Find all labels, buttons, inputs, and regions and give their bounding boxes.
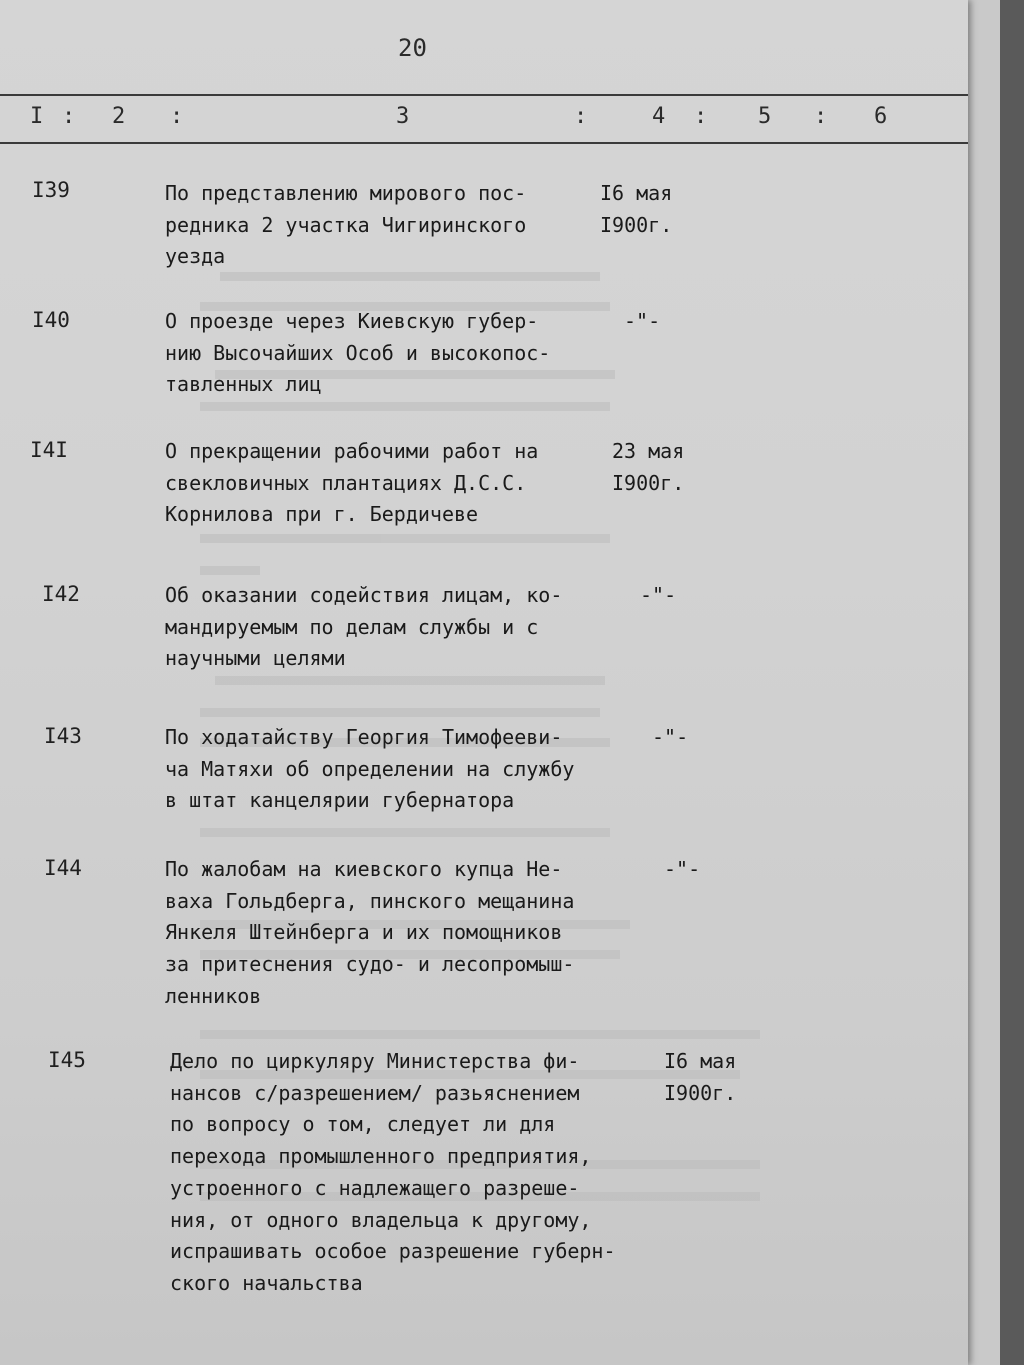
- entry-date-line: I900г.: [600, 212, 673, 237]
- entry-title-line: ского начальства: [170, 1270, 363, 1295]
- entry-title-line: Дело по циркуляру Министерства фи-: [170, 1049, 580, 1073]
- entry-date: [600, 178, 672, 241]
- column-separator: :: [574, 104, 588, 129]
- entry-title-line: по вопросу о том, следует ли для: [170, 1112, 556, 1137]
- entry-title-line: ленников: [165, 983, 262, 1008]
- column-separator: :: [62, 104, 76, 129]
- entry-title-line: в штат канцелярии губернатора: [165, 788, 515, 813]
- entry-title-line: перехода промышленного предприятия,: [170, 1144, 592, 1169]
- column-header-4: 4: [652, 104, 666, 129]
- entry-title-line: О прекращении рабочими работ на: [165, 439, 539, 463]
- entry-date-line: -"-: [664, 857, 701, 881]
- entry-number: I44: [44, 856, 82, 880]
- entry-number: I43: [44, 724, 82, 748]
- entry-title-line: нию Высочайших Особ и высокопос-: [165, 340, 551, 365]
- entry-title-line: Корнилова при г. Бердичеве: [165, 502, 479, 527]
- entry-title-line: Об оказании содействия лицам, ко-: [165, 583, 563, 607]
- entry-date-line: I6 мая: [664, 1049, 737, 1073]
- entry-date-line: 23 мая: [612, 439, 685, 463]
- entry-title: [165, 178, 605, 273]
- entry-number: I45: [48, 1048, 86, 1072]
- column-header-5: 5: [758, 104, 772, 129]
- header-rule-top: [0, 94, 968, 96]
- entry-date-line: -"-: [640, 583, 677, 607]
- entry-title-line: ния, от одного владельца к другому,: [170, 1207, 592, 1232]
- entry-title-line: ваха Гольдберга, пинского мещанина: [165, 888, 575, 913]
- column-separator: :: [170, 104, 184, 129]
- entry-number: I40: [32, 308, 70, 332]
- entry-date: [612, 436, 684, 499]
- entry-date-line: I900г.: [612, 470, 685, 495]
- column-header-2: 2: [112, 104, 126, 129]
- column-header-1: I: [30, 104, 44, 129]
- entry-title-line: По представлению мирового пос-: [165, 181, 527, 205]
- entry-title: [165, 306, 605, 401]
- entry-title-line: редника 2 участка Чигиринского: [165, 212, 527, 237]
- entry-title-line: свекловичных плантациях Д.С.С.: [165, 470, 527, 495]
- entry-title: [165, 722, 605, 817]
- entry-number: I4I: [30, 438, 68, 462]
- page-number: 20: [398, 34, 427, 62]
- entry-number: I39: [32, 178, 70, 202]
- entry-title-line: уезда: [165, 244, 226, 269]
- header-rule-bottom: [0, 142, 968, 144]
- entry-date: [664, 1046, 736, 1109]
- column-separator: :: [694, 104, 708, 129]
- entry-title-line: О проезде через Киевскую губер-: [165, 309, 539, 333]
- entry-title-line: тавленных лиц: [165, 372, 322, 397]
- entry-title-line: испрашивать особое разрешение губерн-: [170, 1239, 616, 1264]
- entry-title: [165, 436, 605, 531]
- column-header-6: 6: [874, 104, 888, 129]
- entry-title-line: за притеснения судо- и лесопромыш-: [165, 952, 575, 977]
- entry-title-line: ча Матяхи об определении на службу: [165, 756, 575, 781]
- entry-title: [165, 580, 605, 675]
- entry-title-line: мандируемым по делам службы и с: [165, 614, 539, 639]
- entry-title-line: По жалобам на киевского купца Не-: [165, 857, 563, 881]
- entry-title: [170, 1046, 670, 1300]
- entry-date-ditto: [624, 306, 660, 338]
- entry-date-line: I900г.: [664, 1080, 737, 1105]
- entry-date-line: -"-: [624, 309, 661, 333]
- entry-date-line: -"-: [652, 725, 689, 749]
- entry-date-ditto: [640, 580, 676, 612]
- entry-date-ditto: [664, 854, 700, 886]
- column-separator: :: [814, 104, 828, 129]
- entry-title-line: нансов с/разрешением/ разьяснением: [170, 1080, 580, 1105]
- column-header-3: 3: [396, 104, 410, 129]
- entry-title-line: По ходатайству Георгия Тимофееви-: [165, 725, 563, 749]
- entry-title-line: научными целями: [165, 646, 346, 671]
- entry-title-line: Янкеля Штейнберга и их помощников: [165, 920, 563, 945]
- entry-date-line: I6 мая: [600, 181, 673, 205]
- entry-title-line: устроенного с надлежащего разреше-: [170, 1175, 580, 1200]
- entry-number: I42: [42, 582, 80, 606]
- entry-date-ditto: [652, 722, 688, 754]
- entry-title: [165, 854, 605, 1013]
